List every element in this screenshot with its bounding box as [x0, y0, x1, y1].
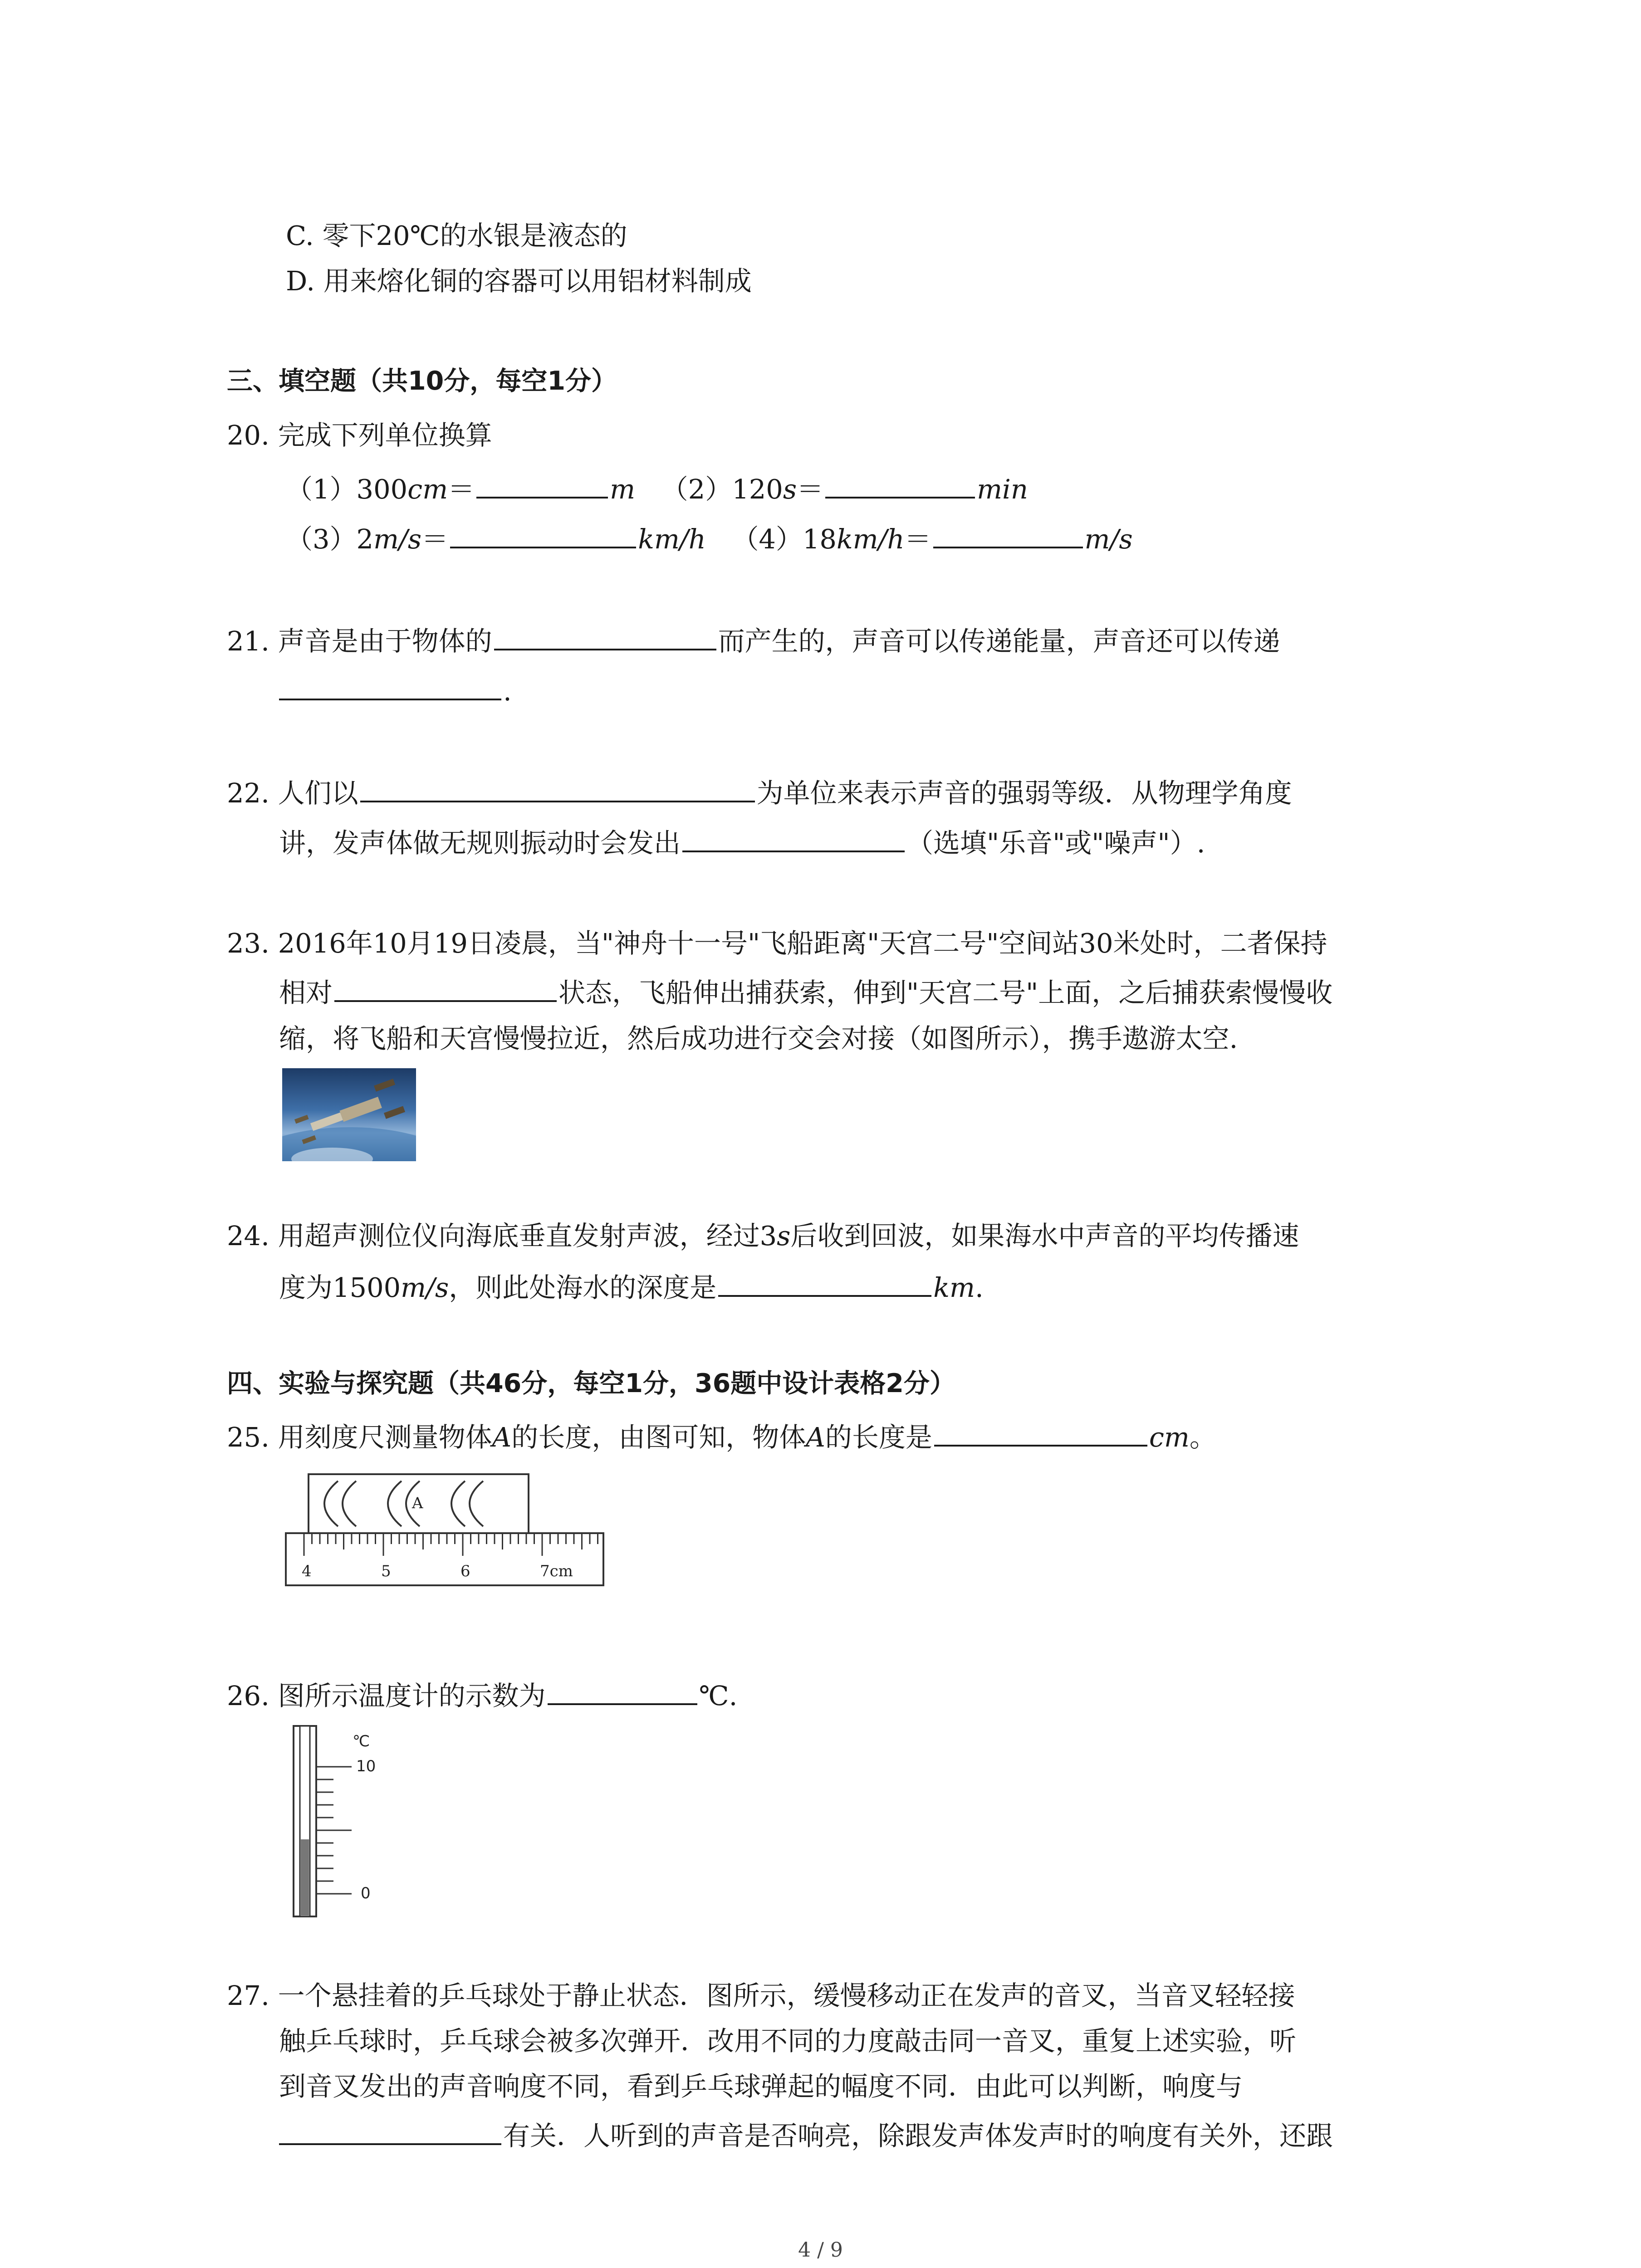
q20-row1: [286, 469, 1028, 508]
q21-blank-1[interactable]: [494, 621, 716, 650]
q24-text-b: 后收到回波，如果海水中声音的平均传播速: [790, 1220, 1299, 1251]
q20-p2-label: （2）120: [661, 474, 783, 505]
thermometer-figure: [284, 1724, 388, 1919]
ruler-label-5: 5: [381, 1562, 391, 1580]
q26-blank[interactable]: [548, 1676, 697, 1705]
q21-blank-2[interactable]: [279, 671, 501, 700]
q20-p1-eq: ＝: [448, 474, 475, 505]
q25-text-b: 的长度，由图可知，物体: [511, 1422, 806, 1453]
q25-var-a2: A: [806, 1422, 825, 1453]
q20-p3-unit-in: m/s: [373, 523, 422, 555]
q20-p3-unit-out: km/h: [638, 523, 706, 555]
q20-p3-eq: ＝: [421, 523, 449, 555]
q25-text-a: 25. 用刻度尺测量物体: [227, 1422, 492, 1453]
q20-p4-unit-out: m/s: [1084, 523, 1133, 555]
q25-blank[interactable]: [934, 1418, 1147, 1447]
q24-unit-s: s: [777, 1220, 791, 1251]
q25-line1: [227, 1418, 1216, 1456]
mercury-column: [301, 1839, 309, 1916]
q27-line4: [279, 2116, 1333, 2154]
section-3-heading: 三、填空题（共10分，每空1分）: [227, 366, 617, 396]
q20-p3-blank[interactable]: [450, 519, 636, 548]
q20-stem: 20. 完成下列单位换算: [227, 420, 492, 451]
q22-blank-1[interactable]: [360, 773, 755, 802]
q20-p1-label: （1）300: [286, 474, 408, 505]
q26-text-a: 26. 图所示温度计的示数为: [227, 1680, 546, 1711]
q27-line1: 27. 一个悬挂着的乒乓球处于静止状态．图所示，缓慢移动正在发声的音叉，当音叉轻轻接: [227, 1980, 1295, 2011]
q20-p2-unit-out: min: [977, 474, 1028, 505]
q23-line2: [279, 973, 1332, 1011]
q27-line3: 到音叉发出的声音响度不同，看到乒乓球弹起的幅度不同．由此可以判断，响度与: [279, 2071, 1243, 2102]
choice-c: C. 零下20℃的水银是液态的: [286, 220, 627, 251]
q24-text-a: 24. 用超声测位仪向海底垂直发射声波，经过3: [227, 1220, 777, 1251]
thermometer-unit: ℃: [353, 1732, 370, 1750]
object-a-label: A: [412, 1494, 423, 1512]
spacecraft-docking-photo: [282, 1068, 416, 1161]
q24-text-c: 度为1500: [279, 1272, 401, 1303]
q25-var-a1: A: [492, 1422, 512, 1453]
q20-p1-blank[interactable]: [476, 469, 608, 499]
q24-blank[interactable]: [718, 1268, 931, 1297]
q22-line2: [279, 823, 1205, 861]
q23-blank[interactable]: [334, 973, 557, 1002]
q25-unit: cm: [1149, 1422, 1190, 1453]
q22-text-b: 为单位来表示声音的强弱等级．从物理学角度: [756, 777, 1292, 809]
q25-text-c: 的长度是: [825, 1422, 932, 1453]
q23-text-b: 状态，飞船伸出捕获索，伸到"天宫二号"上面，之后捕获索慢慢收: [558, 977, 1333, 1008]
q23-line3: 缩，将飞船和天宫慢慢拉近，然后成功进行交会对接（如图所示），携手遨游太空.: [279, 1023, 1238, 1054]
ruler-label-7cm: 7cm: [540, 1562, 573, 1580]
choice-d: D. 用来熔化铜的容器可以用铝材料制成: [286, 265, 752, 297]
q20-p2-blank[interactable]: [825, 469, 975, 499]
q20-p1-unit-out: m: [610, 474, 636, 505]
q20-p1-unit-in: cm: [407, 474, 448, 505]
q24-unit-km: km: [933, 1272, 975, 1303]
q20-p2-unit-in: s: [783, 474, 797, 505]
q23-text-a: 相对: [279, 977, 333, 1008]
q22-text-d: （选填"乐音"或"噪声"）.: [906, 827, 1205, 859]
q20-p4-blank[interactable]: [933, 519, 1083, 548]
q21-text-b: 而产生的，声音可以传递能量，声音还可以传递: [718, 626, 1280, 657]
thermometer-label-10: 10: [356, 1757, 376, 1775]
q20-p4-label: （4）18: [732, 523, 837, 555]
q22-line1: [227, 773, 1292, 811]
section-4-heading: 四、实验与探究题（共46分，每空1分，36题中设计表格2分）: [227, 1369, 955, 1398]
q21-line1: [227, 621, 1280, 660]
q20-row2: [286, 519, 1133, 557]
q21-end: .: [503, 675, 512, 707]
q27-line2: 触乒乓球时，乒乓球会被多次弹开．改用不同的力度敲击同一音叉，重复上述实验，听: [279, 2025, 1297, 2057]
q24-end: .: [975, 1272, 984, 1303]
q20-p4-unit-in: km/h: [836, 523, 905, 555]
q22-text-a: 22. 人们以: [227, 777, 358, 809]
q21-text-a: 21. 声音是由于物体的: [227, 626, 492, 657]
q20-p2-eq: ＝: [797, 474, 824, 505]
q24-text-d: ，则此处海水的深度是: [449, 1272, 717, 1303]
q27-text-line4: 有关．人听到的声音是否响亮，除跟发声体发声时的响度有关外，还跟: [503, 2120, 1333, 2151]
q23-line1: 23. 2016年10月19日凌晨，当"神舟十一号"飞船距离"天宫二号"空间站30米处时，二者保持: [227, 928, 1327, 959]
q27-blank[interactable]: [279, 2116, 501, 2145]
thermometer-label-0: 0: [361, 1884, 371, 1902]
q24-line2: [279, 1268, 984, 1306]
q21-line2: [279, 671, 512, 709]
page-number: 4 / 9: [798, 2239, 843, 2262]
q22-blank-2[interactable]: [682, 823, 905, 852]
q24-line1: [227, 1218, 1299, 1254]
q24-unit-ms: m/s: [401, 1272, 449, 1303]
q25-end: 。: [1189, 1422, 1216, 1453]
q20-p4-eq: ＝: [904, 523, 931, 555]
q20-p3-label: （3）2: [286, 523, 374, 555]
ruler-figure: [284, 1470, 610, 1601]
ruler-label-6: 6: [460, 1562, 470, 1580]
q26-line1: [227, 1676, 737, 1714]
ruler-label-4: 4: [302, 1562, 312, 1580]
q26-unit: ℃.: [699, 1680, 738, 1711]
q22-text-c: 讲，发声体做无规则振动时会发出: [279, 827, 681, 859]
